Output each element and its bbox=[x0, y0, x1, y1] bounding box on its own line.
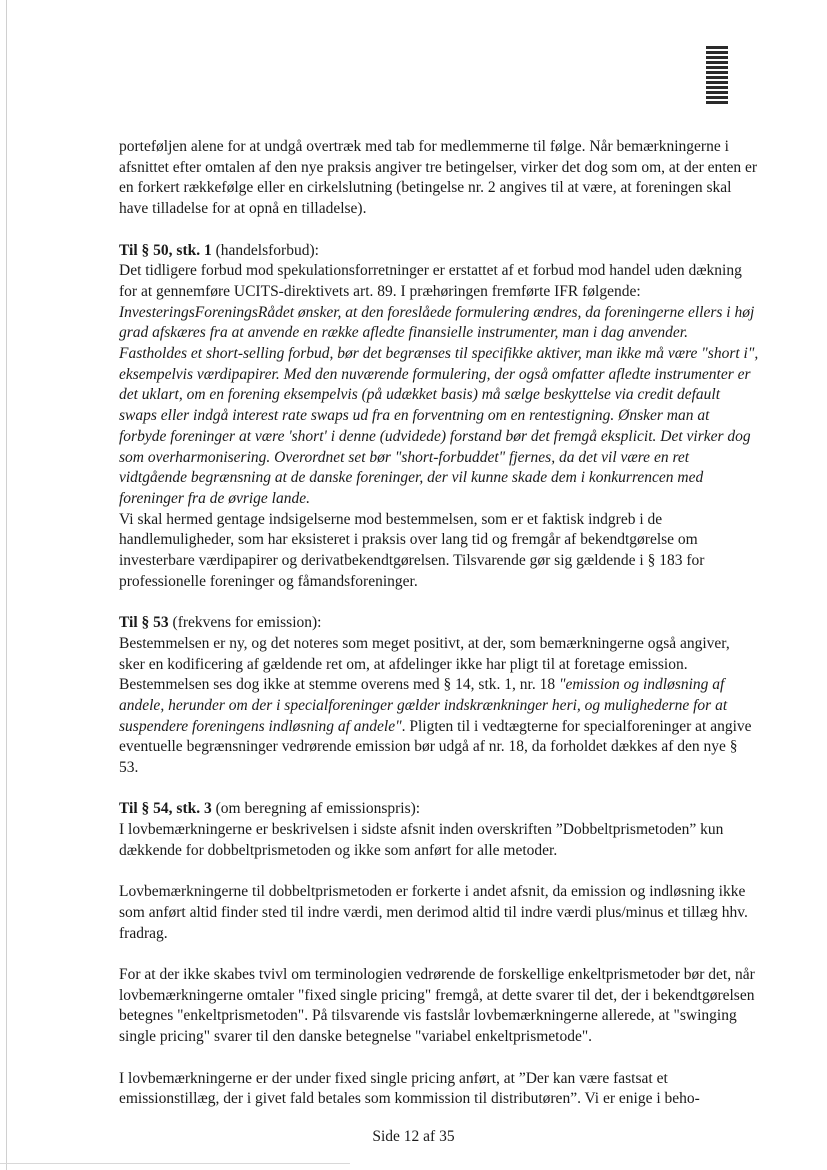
text-run: Bestemmelsen er ny, og det noteres som meget positivt, at der, som bemærkningerne også angiver, sker en kodificering af gældende ret om, at afdelinger ikke har pligt til at foretage emission. Bestemmelsen ses dog ikke at stemme overens med § 14, stk. 1, nr. 18 bbox=[119, 634, 730, 694]
paragraph: I lovbemærkningerne er beskrivelsen i sidste afsnit inden overskriften ”Dobbeltprismetoden” kun dækkende for dobbeltprismetoden og ikke som anført for alle metoder. bbox=[119, 821, 724, 859]
paragraph-continuation: porteføljen alene for at undgå overtræk med tab for medlemmerne til følge. Når bemærkningerne i afsnittet efter omtalen af den nye praksis angiver tre betingelser, virker det dog som om, at der enten er en forkert rækkefølge eller en cirkelslutning (betingelse nr. 2 angives til at være, at foreningen skal have tilladelse for at opnå en tilladelse). bbox=[119, 138, 758, 218]
section-50 bbox=[119, 241, 759, 262]
section-heading-rest: (om beregning af emissionspris): bbox=[211, 800, 421, 818]
paragraph: I lovbemærkningerne er der under fixed single pricing anført, at ”Der kan være fastsat et emissionstillæg, der i givet fald betales som kommission til distributøren”. Vi er enige i beho- bbox=[119, 1069, 700, 1108]
section-54 bbox=[119, 799, 759, 820]
section-heading: Til § 50, stk. 1 bbox=[119, 241, 212, 259]
quote-paragraph: InvesteringsForeningsRådet ønsker, at den foreslåede formulering ændres, da foreningerne ellers i høj grad afskæres fra at anvende en række afledte finansielle instrumenter, man i dag anvender. Fastholdes et short-selling forbud, bør det begrænses til specifikke aktiver, man ikke må være "short i", eksempelvis værdipapirer. Med den nuværende formulering, der også omfatter afledte instrumenter er det uklart, om en forening eksempelvis (på udækket basis) må sælge beskyttelse via credit default swaps eller indgå interest rate swaps ud fra en forventning om en rentestigning. Ønsker man at forbyde foreninger at være 'short' i denne (udvidede) forstand bør det fremgå eksplicit. Det virker dog som overharmonisering. Overordnet set bør "short-forbuddet" fjernes, da det vil være en ret vidtgående begrænsning at de danske foreninger, der vil kunne skade dem i konkurrencen med foreninger fra de øvrige lande. bbox=[119, 303, 759, 507]
section-53 bbox=[119, 613, 759, 634]
section-heading: Til § 53 bbox=[119, 614, 169, 632]
section-heading-rest: (handelsforbud): bbox=[211, 241, 319, 259]
paragraph: Lovbemærkningerne til dobbeltprismetoden er forkerte i andet afsnit, da emission og indløsning ikke som anført altid finder sted til indre værdi, men derimod altid til indre værdi plus/minus et tillæg hhv. fradrag. bbox=[119, 883, 748, 942]
logo-icon bbox=[706, 46, 728, 106]
page-left-edge bbox=[6, 0, 7, 1170]
paragraph: Det tidligere forbud mod spekulationsforretninger er erstattet af et forbud mod handel uden dækning for at gennemføre UCITS-direktivets art. 89. I præhøringen fremførte IFR følgende: bbox=[119, 262, 742, 300]
page-number: Side 12 af 35 bbox=[372, 1128, 455, 1145]
page-bottom-edge bbox=[0, 1163, 350, 1164]
document-body bbox=[119, 137, 759, 1110]
section-heading-rest: (frekvens for emission): bbox=[168, 614, 322, 632]
text-run: . Pligten til i vedtægterne for specialforeninger at angive eventuelle begrænsninger vedrørende emission bør udgå af nr. 18, da forholdet dækkes af den nye § 53. bbox=[119, 717, 752, 777]
quote-run: "emission og indløsning af andele, herunder om der i specialforeninger gælder indskrænkninger heri, og mulighederne for at suspendere foreningens indløsning af andele" bbox=[119, 676, 728, 735]
paragraph: For at der ikke skabes tvivl om terminologien vedrørende de forskellige enkeltprismetoder bør det, når lovbemærkningerne omtaler "fixed single pricing" fremgå, at dette svarer til det, der i bekendtgørelsen betegnes "enkeltprismetoden". På tilsvarende vis fastslår lovbemærkningerne allerede, at "swinging single pricing" svarer til den danske betegnelse "variabel enkeltprismetode". bbox=[119, 966, 755, 1046]
paragraph: Vi skal hermed gentage indsigelserne mod bestemmelsen, som er et faktisk indgreb i de handlemuligheder, som har eksisteret i praksis over lang tid og fremgår af bekendtgørelse om investerbare værdipapirer og derivatbekendtgørelsen. Tilsvarende gør sig gældende i § 183 for professionelle foreninger og fåmandsforeninger. bbox=[119, 510, 705, 590]
section-heading: Til § 54, stk. 3 bbox=[119, 800, 212, 818]
paragraph bbox=[119, 634, 759, 779]
